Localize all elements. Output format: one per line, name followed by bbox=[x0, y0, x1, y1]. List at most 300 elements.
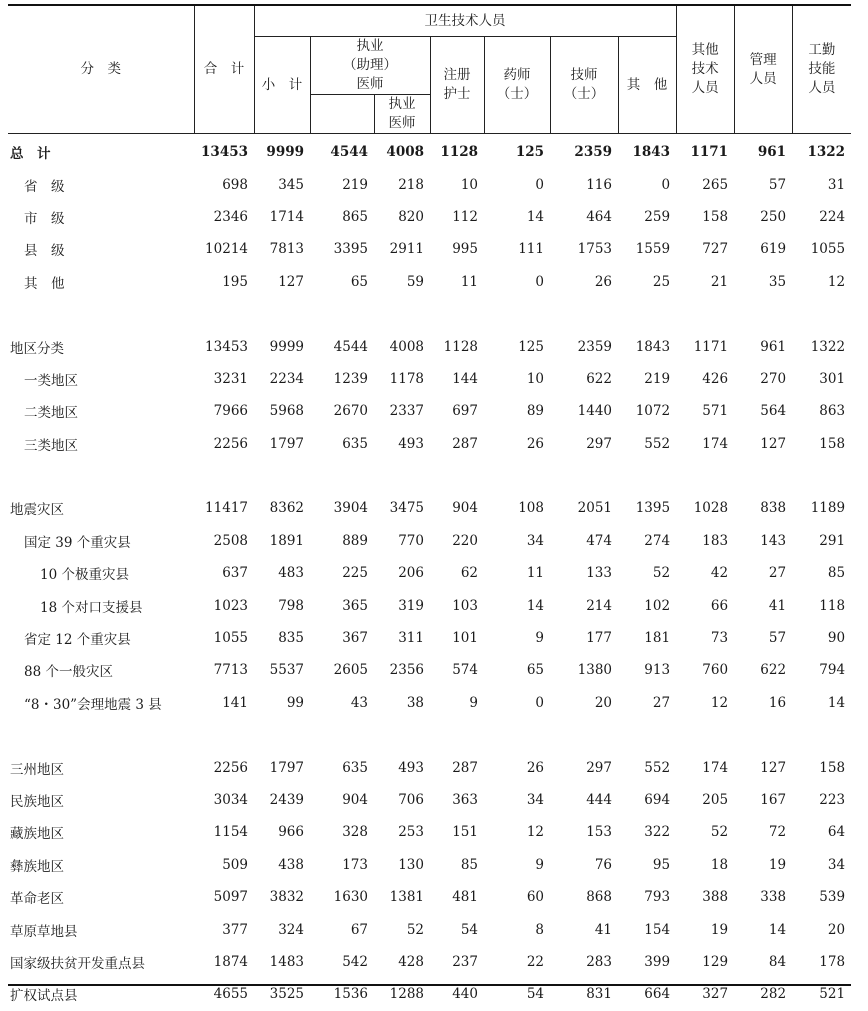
cell-value: 54 bbox=[526, 986, 544, 1003]
cell-value: 635 bbox=[342, 435, 368, 452]
cell-value: 177 bbox=[586, 630, 612, 647]
row-label: 藏族地区 bbox=[10, 826, 64, 843]
cell-value: 52 bbox=[710, 824, 729, 841]
cell-value: 338 bbox=[760, 889, 787, 906]
cell-value: 0 bbox=[535, 176, 544, 193]
header-practicing: 执业 医师 bbox=[374, 95, 430, 134]
header-subtotal: 小 计 bbox=[254, 37, 310, 134]
cell-value: 133 bbox=[586, 565, 612, 582]
row-label: 三州地区 bbox=[10, 761, 64, 778]
cell-value: 181 bbox=[644, 630, 671, 647]
header-total: 合 计 bbox=[194, 5, 254, 134]
cell-value: 2911 bbox=[389, 241, 424, 258]
cell-value: 66 bbox=[710, 597, 729, 614]
cell-value: 440 bbox=[452, 986, 478, 1003]
cell-value: 4655 bbox=[213, 986, 248, 1003]
cell-value: 2051 bbox=[577, 500, 612, 517]
cell-value: 297 bbox=[586, 759, 612, 776]
cell-value: 5097 bbox=[213, 889, 248, 906]
cell-value: 20 bbox=[827, 921, 846, 938]
cell-value: 67 bbox=[350, 921, 368, 938]
cell-value: 65 bbox=[526, 662, 544, 679]
cell-value: 85 bbox=[460, 856, 478, 873]
cell-value: 1128 bbox=[443, 338, 478, 355]
cell-value: 2234 bbox=[269, 370, 304, 387]
cell-value: 377 bbox=[222, 921, 248, 938]
cell-value: 2346 bbox=[213, 208, 248, 225]
cell-value: 297 bbox=[586, 435, 612, 452]
cell-value: 793 bbox=[644, 889, 671, 906]
cell-value: 9999 bbox=[266, 144, 304, 161]
cell-value: 35 bbox=[768, 273, 787, 290]
cell-value: 116 bbox=[586, 176, 612, 193]
cell-value: 1072 bbox=[635, 403, 671, 420]
cell-value: 59 bbox=[406, 273, 424, 290]
cell-value: 62 bbox=[460, 565, 478, 582]
cell-value: 1874 bbox=[213, 953, 248, 970]
cell-value: 219 bbox=[342, 176, 368, 193]
cell-value: 111 bbox=[518, 241, 544, 258]
cell-value: 12 bbox=[827, 273, 846, 290]
cell-value: 225 bbox=[342, 565, 368, 582]
table-row bbox=[8, 589, 851, 621]
cell-value: 1171 bbox=[693, 338, 729, 355]
cell-value: 237 bbox=[452, 953, 478, 970]
cell-value: 173 bbox=[342, 856, 368, 873]
cell-value: 174 bbox=[702, 435, 729, 452]
cell-value: 205 bbox=[702, 792, 729, 808]
cell-value: 3475 bbox=[389, 500, 424, 517]
cell-value: 214 bbox=[586, 597, 612, 614]
row-label: 扩权试点县 bbox=[10, 988, 78, 1005]
cell-value: 1028 bbox=[693, 500, 729, 517]
cell-value: 1055 bbox=[213, 630, 248, 647]
row-label: 市 级 bbox=[24, 210, 65, 227]
cell-value: 1178 bbox=[389, 370, 424, 387]
cell-value: 12 bbox=[526, 824, 544, 841]
health-personnel-table bbox=[8, 4, 851, 1011]
cell-value: 3832 bbox=[269, 889, 304, 906]
cell-value: 4544 bbox=[333, 338, 368, 355]
cell-value: 904 bbox=[342, 792, 368, 808]
cell-value: 770 bbox=[398, 532, 424, 549]
cell-value: 311 bbox=[398, 630, 424, 647]
cell-value: 26 bbox=[526, 435, 544, 452]
cell-value: 64 bbox=[827, 824, 846, 841]
cell-value: 0 bbox=[535, 694, 544, 711]
cell-value: 1753 bbox=[577, 241, 612, 258]
row-label: 地区分类 bbox=[10, 340, 64, 357]
header-nurse: 注册 护士 bbox=[430, 37, 484, 134]
row-label: 省定 12 个重灾县 bbox=[24, 632, 131, 649]
cell-value: 65 bbox=[350, 273, 368, 290]
cell-value: 831 bbox=[586, 986, 612, 1003]
cell-value: 863 bbox=[819, 403, 846, 420]
table-row bbox=[8, 134, 851, 169]
cell-value: 509 bbox=[222, 856, 248, 873]
cell-value: 798 bbox=[278, 597, 304, 614]
cell-value: 195 bbox=[222, 273, 248, 290]
cell-value: 438 bbox=[278, 856, 304, 873]
cell-value: 130 bbox=[398, 856, 424, 873]
cell-value: 1288 bbox=[389, 986, 424, 1003]
cell-value: 324 bbox=[278, 921, 304, 938]
cell-value: 1536 bbox=[333, 986, 368, 1003]
table-row bbox=[8, 492, 851, 524]
cell-value: 95 bbox=[652, 856, 671, 873]
cell-value: 9 bbox=[535, 856, 544, 873]
cell-value: 90 bbox=[827, 630, 846, 647]
cell-value: 287 bbox=[452, 759, 478, 776]
cell-value: 220 bbox=[452, 532, 478, 549]
cell-value: 84 bbox=[768, 953, 787, 970]
cell-value: 43 bbox=[350, 694, 368, 711]
cell-value: 73 bbox=[710, 630, 729, 647]
cell-value: 8362 bbox=[269, 500, 304, 517]
cell-value: 27 bbox=[652, 694, 671, 711]
cell-value: 521 bbox=[819, 986, 846, 1003]
cell-value: 388 bbox=[702, 889, 729, 906]
cell-value: 995 bbox=[452, 241, 478, 258]
cell-value: 4008 bbox=[386, 144, 424, 161]
cell-value: 158 bbox=[819, 435, 846, 452]
table-row bbox=[8, 363, 851, 395]
cell-value: 3395 bbox=[333, 241, 368, 258]
cell-value: 1891 bbox=[269, 532, 304, 549]
cell-value: 253 bbox=[398, 824, 424, 841]
cell-value: 542 bbox=[342, 953, 368, 970]
cell-value: 0 bbox=[661, 176, 671, 193]
cell-value: 1128 bbox=[440, 144, 478, 161]
cell-value: 564 bbox=[760, 403, 787, 420]
cell-value: 3904 bbox=[333, 500, 368, 517]
cell-value: 154 bbox=[644, 921, 671, 938]
cell-value: 89 bbox=[526, 403, 544, 420]
row-label: 革命老区 bbox=[10, 891, 64, 908]
cell-value: 619 bbox=[760, 241, 787, 258]
table-row bbox=[8, 654, 851, 686]
cell-value: 34 bbox=[526, 792, 544, 808]
cell-value: 11 bbox=[526, 565, 544, 582]
cell-value: 282 bbox=[760, 986, 787, 1003]
header-pharmacist: 药师 （士） bbox=[484, 37, 550, 134]
cell-value: 760 bbox=[702, 662, 729, 679]
cell-value: 31 bbox=[827, 176, 846, 193]
cell-value: 835 bbox=[278, 630, 304, 647]
table-body bbox=[8, 134, 851, 1011]
cell-value: 1381 bbox=[389, 889, 424, 906]
cell-value: 144 bbox=[452, 370, 478, 387]
cell-value: 622 bbox=[760, 662, 787, 679]
cell-value: 102 bbox=[644, 597, 671, 614]
cell-value: 26 bbox=[594, 273, 612, 290]
cell-value: 2359 bbox=[577, 338, 612, 355]
cell-value: 7713 bbox=[213, 662, 248, 679]
cell-value: 287 bbox=[452, 435, 478, 452]
cell-value: 444 bbox=[586, 792, 612, 808]
header-technician: 技师 （士） bbox=[550, 37, 618, 134]
cell-value: 2670 bbox=[333, 403, 368, 420]
cell-value: 14 bbox=[768, 921, 787, 938]
cell-value: 5537 bbox=[269, 662, 304, 679]
table-row bbox=[8, 622, 851, 654]
cell-value: 10214 bbox=[205, 241, 248, 258]
cell-value: 18 bbox=[710, 856, 729, 873]
cell-value: 1189 bbox=[810, 500, 846, 517]
cell-value: 259 bbox=[644, 208, 671, 225]
header-category: 分 类 bbox=[8, 5, 194, 134]
cell-value: 1714 bbox=[269, 208, 304, 225]
cell-value: 328 bbox=[342, 824, 368, 841]
cell-value: 72 bbox=[768, 824, 787, 841]
table-row bbox=[8, 849, 851, 881]
cell-value: 20 bbox=[594, 694, 612, 711]
cell-value: 103 bbox=[452, 597, 478, 614]
cell-value: 25 bbox=[652, 273, 671, 290]
row-label: 国家级扶贫开发重点县 bbox=[10, 955, 145, 972]
cell-value: 1559 bbox=[635, 241, 671, 258]
cell-value: 291 bbox=[819, 532, 846, 549]
cell-value: 11417 bbox=[205, 500, 248, 517]
row-label: 国定 39 个重灾县 bbox=[24, 534, 131, 551]
header-manager: 管理 人员 bbox=[734, 5, 792, 134]
cell-value: 151 bbox=[452, 824, 478, 841]
bottom-rule bbox=[8, 984, 851, 986]
cell-value: 637 bbox=[222, 565, 248, 582]
cell-value: 9999 bbox=[269, 338, 304, 355]
cell-value: 57 bbox=[768, 630, 787, 647]
cell-value: 14 bbox=[827, 694, 846, 711]
row-label: 省 级 bbox=[24, 178, 65, 195]
cell-value: 57 bbox=[768, 176, 787, 193]
cell-value: 3231 bbox=[213, 370, 248, 387]
row-label: 18 个对口支援县 bbox=[40, 599, 143, 616]
table-header bbox=[8, 5, 851, 134]
cell-value: 426 bbox=[702, 370, 729, 387]
cell-value: 913 bbox=[644, 662, 671, 679]
cell-value: 571 bbox=[702, 403, 729, 420]
cell-value: 1023 bbox=[213, 597, 248, 614]
cell-value: 322 bbox=[644, 824, 671, 841]
cell-value: 218 bbox=[398, 176, 424, 193]
cell-value: 4008 bbox=[389, 338, 424, 355]
cell-value: 34 bbox=[827, 856, 846, 873]
cell-value: 1797 bbox=[269, 759, 304, 776]
cell-value: 889 bbox=[342, 532, 368, 549]
table-row bbox=[8, 557, 851, 589]
cell-value: 2337 bbox=[389, 403, 424, 420]
cell-value: 125 bbox=[518, 338, 544, 355]
cell-value: 1395 bbox=[635, 500, 671, 517]
cell-value: 1843 bbox=[632, 144, 671, 161]
cell-value: 904 bbox=[452, 500, 478, 517]
cell-value: 60 bbox=[526, 889, 544, 906]
cell-value: 158 bbox=[702, 208, 729, 225]
cell-value: 13453 bbox=[205, 338, 248, 355]
cell-value: 12 bbox=[710, 694, 729, 711]
cell-value: 178 bbox=[819, 953, 846, 970]
row-label: 三类地区 bbox=[24, 437, 78, 454]
spacer-row bbox=[8, 719, 851, 751]
cell-value: 9 bbox=[535, 630, 544, 647]
header-health-tech: 卫生技术人员 bbox=[254, 5, 676, 37]
cell-value: 1239 bbox=[333, 370, 368, 387]
cell-value: 19 bbox=[768, 856, 787, 873]
cell-value: 129 bbox=[702, 953, 729, 970]
row-label: 一类地区 bbox=[24, 372, 78, 389]
cell-value: 2605 bbox=[333, 662, 368, 679]
cell-value: 174 bbox=[702, 759, 729, 776]
cell-value: 54 bbox=[460, 921, 478, 938]
cell-value: 76 bbox=[594, 856, 612, 873]
cell-value: 464 bbox=[586, 208, 612, 225]
table-row bbox=[8, 266, 851, 298]
table-row bbox=[8, 168, 851, 200]
cell-value: 1171 bbox=[690, 144, 729, 161]
cell-value: 2439 bbox=[269, 792, 304, 808]
cell-value: 1630 bbox=[333, 889, 368, 906]
header-practicing-asst: 执业 （助理） 医师 bbox=[310, 37, 430, 95]
row-label: 草原草地县 bbox=[10, 923, 78, 940]
cell-value: 265 bbox=[702, 176, 729, 193]
row-label: 县 级 bbox=[24, 243, 65, 260]
cell-value: 794 bbox=[819, 662, 846, 679]
table-row bbox=[8, 913, 851, 945]
cell-value: 1843 bbox=[635, 338, 671, 355]
table-row bbox=[8, 751, 851, 783]
table-row bbox=[8, 233, 851, 265]
table-row bbox=[8, 978, 851, 1010]
cell-value: 85 bbox=[827, 565, 846, 582]
cell-value: 34 bbox=[526, 532, 544, 549]
header-other-ht: 其 他 bbox=[618, 37, 676, 134]
cell-value: 838 bbox=[760, 500, 787, 517]
cell-value: 16 bbox=[768, 694, 787, 711]
cell-value: 167 bbox=[760, 792, 787, 808]
cell-value: 112 bbox=[452, 208, 478, 225]
cell-value: 345 bbox=[278, 176, 304, 193]
cell-value: 706 bbox=[398, 792, 424, 808]
cell-value: 14 bbox=[526, 597, 544, 614]
cell-value: 101 bbox=[452, 630, 478, 647]
cell-value: 2256 bbox=[213, 759, 248, 776]
cell-value: 664 bbox=[644, 986, 671, 1003]
cell-value: 42 bbox=[710, 565, 729, 582]
cell-value: 127 bbox=[760, 759, 787, 776]
cell-value: 13453 bbox=[201, 144, 248, 161]
cell-value: 1055 bbox=[810, 241, 846, 258]
row-label: 民族地区 bbox=[10, 794, 64, 810]
table-row bbox=[8, 816, 851, 848]
cell-value: 1322 bbox=[807, 144, 846, 161]
cell-value: 38 bbox=[406, 694, 424, 711]
table-row bbox=[8, 428, 851, 460]
table-row bbox=[8, 784, 851, 816]
cell-value: 3034 bbox=[213, 792, 248, 808]
cell-value: 2256 bbox=[213, 435, 248, 452]
cell-value: 1483 bbox=[269, 953, 304, 970]
cell-value: 539 bbox=[819, 889, 846, 906]
cell-value: 493 bbox=[398, 759, 424, 776]
cell-value: 153 bbox=[586, 824, 612, 841]
cell-value: 108 bbox=[518, 500, 544, 517]
cell-value: 961 bbox=[757, 144, 787, 161]
cell-value: 483 bbox=[278, 565, 304, 582]
cell-value: 474 bbox=[586, 532, 612, 549]
cell-value: 21 bbox=[710, 273, 729, 290]
cell-value: 961 bbox=[760, 338, 787, 355]
cell-value: 319 bbox=[398, 597, 424, 614]
cell-value: 1322 bbox=[810, 338, 846, 355]
cell-value: 552 bbox=[644, 759, 671, 776]
cell-value: 966 bbox=[278, 824, 304, 841]
cell-value: 158 bbox=[819, 759, 846, 776]
cell-value: 301 bbox=[819, 370, 846, 387]
cell-value: 11 bbox=[460, 273, 478, 290]
cell-value: 127 bbox=[278, 273, 304, 290]
cell-value: 125 bbox=[515, 144, 544, 161]
cell-value: 141 bbox=[222, 694, 248, 711]
spacer-row bbox=[8, 298, 851, 330]
cell-value: 22 bbox=[526, 953, 544, 970]
cell-value: 250 bbox=[760, 208, 787, 225]
row-label: 总 计 bbox=[10, 146, 51, 163]
cell-value: 727 bbox=[702, 241, 729, 258]
cell-value: 367 bbox=[342, 630, 368, 647]
row-label: 彝族地区 bbox=[10, 858, 64, 875]
cell-value: 820 bbox=[398, 208, 424, 225]
cell-value: 9 bbox=[469, 694, 478, 711]
statistics-table-container bbox=[8, 4, 851, 1011]
row-label: 地震灾区 bbox=[10, 502, 64, 519]
cell-value: 365 bbox=[342, 597, 368, 614]
cell-value: 327 bbox=[702, 986, 729, 1003]
cell-value: 143 bbox=[760, 532, 787, 549]
cell-value: 481 bbox=[452, 889, 478, 906]
cell-value: 19 bbox=[710, 921, 729, 938]
cell-value: 41 bbox=[594, 921, 612, 938]
cell-value: 493 bbox=[398, 435, 424, 452]
table-row bbox=[8, 201, 851, 233]
cell-value: 865 bbox=[342, 208, 368, 225]
row-label: 二类地区 bbox=[24, 405, 78, 422]
row-label: 其 他 bbox=[24, 275, 65, 292]
cell-value: 14 bbox=[526, 208, 544, 225]
cell-value: 2359 bbox=[574, 144, 612, 161]
table-row bbox=[8, 525, 851, 557]
cell-value: 7813 bbox=[269, 241, 304, 258]
cell-value: 8 bbox=[535, 921, 544, 938]
cell-value: 635 bbox=[342, 759, 368, 776]
cell-value: 183 bbox=[702, 532, 729, 549]
cell-value: 694 bbox=[644, 792, 671, 808]
cell-value: 3525 bbox=[269, 986, 304, 1003]
table-row bbox=[8, 687, 851, 719]
cell-value: 219 bbox=[644, 370, 671, 387]
cell-value: 868 bbox=[586, 889, 612, 906]
cell-value: 224 bbox=[819, 208, 846, 225]
header-worker: 工勤 技能 人员 bbox=[792, 5, 851, 134]
cell-value: 223 bbox=[819, 792, 846, 808]
row-label: “8・30”会理地震 3 县 bbox=[24, 696, 162, 713]
cell-value: 399 bbox=[644, 953, 671, 970]
table-row bbox=[8, 330, 851, 362]
cell-value: 206 bbox=[398, 565, 424, 582]
cell-value: 10 bbox=[460, 176, 478, 193]
cell-value: 27 bbox=[768, 565, 787, 582]
cell-value: 363 bbox=[452, 792, 478, 808]
row-label: 88 个一般灾区 bbox=[24, 664, 113, 681]
